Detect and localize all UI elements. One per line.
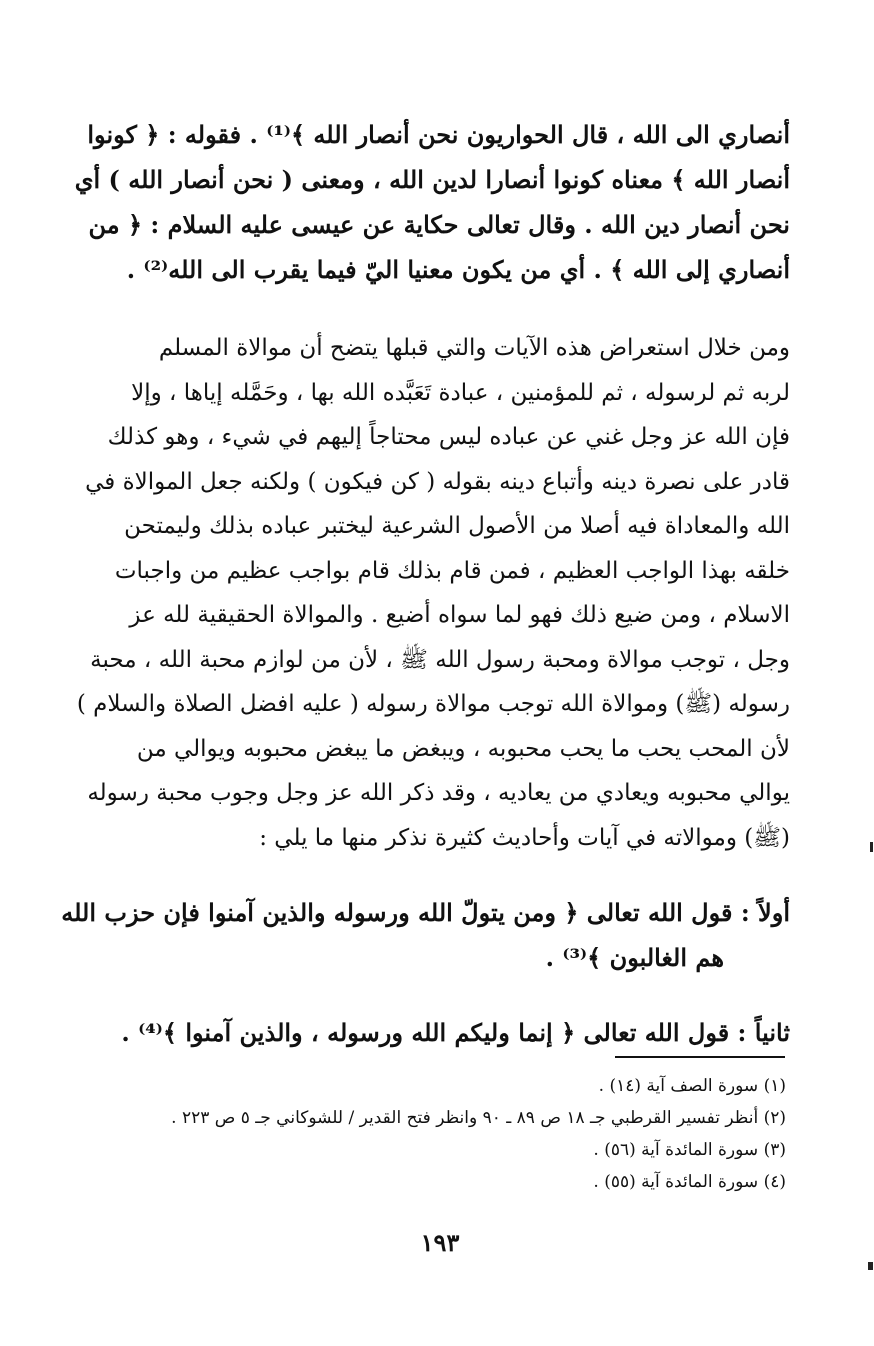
text-line: فإن الله عز وجل غني عن عباده ليس محتاجاً إليهم في شيء ، وهو كذلك [107, 424, 790, 450]
paragraph-muwalat [76, 326, 790, 860]
text-line: الله والمعاداة فيه أصلا من الأصول الشرعية ليختبر عباده بذلك وليمتحن [124, 513, 790, 539]
text-line: قادر على نصرة دينه وأتباع دينه بقوله ( كن فيكون ) ولكنه جعل الموالاة في [85, 468, 790, 495]
footnote: (١) سورة الصف آية (١٤) . [598, 1076, 786, 1096]
page-number: ١٩٣ [420, 1228, 460, 1257]
footnote: (٢) أنظر تفسير القرطبي جـ ١٨ ص ٨٩ ـ ٩٠ وانظر فتح القدير / للشوكاني جـ ٥ ص ٢٢٣ . [171, 1108, 786, 1128]
text-line: أنصاري إلى الله ﴾ . أي من يكون معنيا اليّ فيما يقرب الى الله⁽²⁾ . [126, 255, 790, 284]
text-line: ومن خلال استعراض هذه الآيات والتي قبلها يتضح أن موالاة المسلم [158, 335, 790, 361]
text-line: (ﷺ) وموالاته في آيات وأحاديث كثيرة نذكر منها ما يلي : [259, 824, 790, 851]
footnote: (٣) سورة المائدة آية (٥٦) . [593, 1140, 786, 1160]
text-line: أولاً : قول الله تعالى ﴿ ومن يتولّ الله ورسوله والذين آمنوا فإن حزب الله [61, 898, 790, 927]
text-line: وجل ، توجب موالاة ومحبة رسول الله ﷺ ، لأن من لوازم محبة الله ، محبة [90, 646, 790, 673]
text-line: نحن أنصار دين الله . وقال تعالى حكاية عن عيسى عليه السلام : ﴿ من [88, 210, 790, 239]
text-line: لربه ثم لرسوله ، ثم للمؤمنين ، عبادة تَعَبَّده الله بها ، وحَمَّله إياها ، وإلا [131, 379, 790, 406]
scan-mark [868, 1262, 873, 1270]
text-line: لأن المحب يحب ما يحب محبوبه ، ويبغض ما يبغض محبوبه ويوالي من [136, 735, 790, 762]
text-line: هم الغالبون ﴾⁽³⁾ . [545, 943, 724, 972]
scan-mark [870, 842, 873, 852]
text-line: أنصار الله ﴾ معناه كونوا أنصارا لدين الله ، ومعنى ( نحن أنصار الله ) أي [74, 165, 790, 194]
text-line: يوالي محبوبه ويعادي من يعاديه ، وقد ذكر الله عز وجل وجوب محبة رسوله [87, 780, 790, 806]
text-line: رسوله (ﷺ) وموالاة الله توجب موالاة رسوله ( عليه افضل الصلاة والسلام ) [76, 691, 790, 717]
footnotes [84, 1070, 786, 1198]
list-item-first [61, 890, 790, 980]
footnote: (٤) سورة المائدة آية (٥٥) . [593, 1172, 786, 1192]
text-line: خلقه بهذا الواجب العظيم ، فمن قام بذلك قام بواجب عظيم من واجبات [114, 557, 790, 584]
paragraph-quran-context [74, 112, 790, 292]
list-item-second [84, 1010, 790, 1055]
footnote-divider [615, 1056, 785, 1058]
text-line: ثانياً : قول الله تعالى ﴿ إنما وليكم الله ورسوله ، والذين آمنوا ﴾⁽⁴⁾ . [121, 1018, 790, 1047]
page-body [61, 112, 790, 1055]
text-line: أنصاري الى الله ، قال الحواريون نحن أنصار الله ﴾⁽¹⁾ . فقوله : ﴿ كونوا [87, 120, 790, 149]
text-line: الاسلام ، ومن ضيع ذلك فهو لما سواه أضيع . والموالاة الحقيقية لله عز [129, 602, 790, 628]
